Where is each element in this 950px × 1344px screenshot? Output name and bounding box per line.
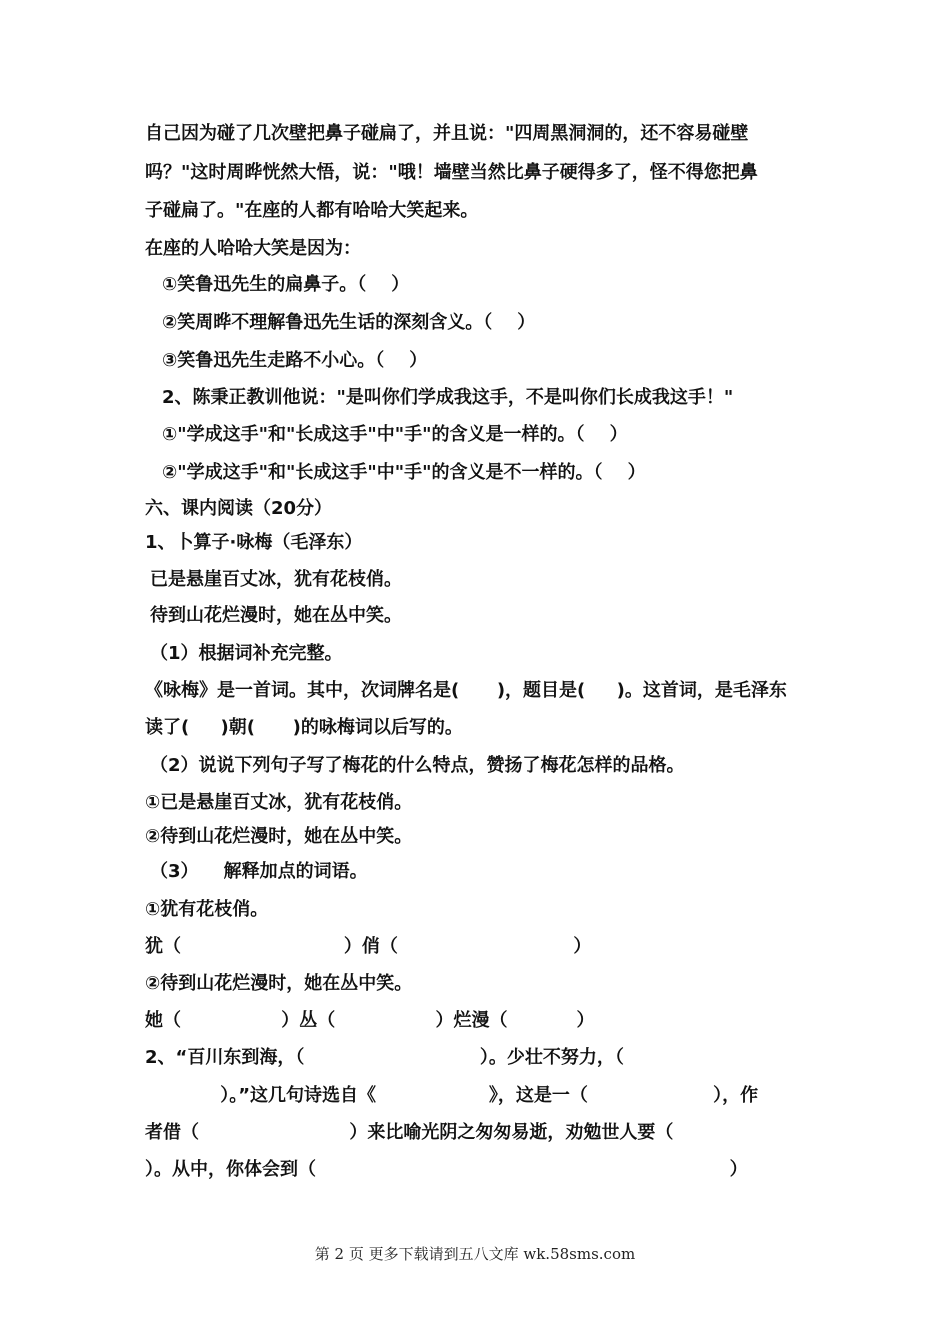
sub-question-1: （1）根据词补充完整。 xyxy=(150,643,343,664)
sub-question-3-item-1: ①犹有花枝俏。 xyxy=(145,899,269,920)
passage-line-2: 吗？"这时周晔恍然大悟，说："哦！墙壁当然比鼻子硬得多了，怪不得您把鼻 xyxy=(145,162,758,183)
sub-question-2-item-2: ②待到山花烂漫时，她在丛中笑。 xyxy=(145,826,413,847)
sub-question-1-line-2: 读了( )朝( )的咏梅词以后写的。 xyxy=(145,717,463,738)
question-2b-line-2: ）。”这几句诗选自《 》，这是一（ ），作 xyxy=(145,1085,759,1106)
poem-title: 1、卜算子·咏梅（毛泽东） xyxy=(145,532,363,553)
sub-question-2: （2）说说下列句子写了梅花的什么特点，赞扬了梅花怎样的品格。 xyxy=(150,755,685,776)
section-title: 六、课内阅读（20分） xyxy=(145,498,333,519)
sub-question-3-item-2: ②待到山花烂漫时，她在丛中笑。 xyxy=(145,973,413,994)
question-2-option-1: ①"学成这手"和"长成这手"中"手"的含义是一样的。（ ） xyxy=(162,424,628,445)
option-1: ①笑鲁迅先生的扁鼻子。（ ） xyxy=(162,274,410,295)
option-2: ②笑周晔不理解鲁迅先生话的深刻含义。（ ） xyxy=(162,312,536,333)
poem-line-1: 已是悬崖百丈冰，犹有花枝俏。 xyxy=(150,569,402,590)
passage-line-1: 自己因为碰了几次壁把鼻子碰扁了，并且说："四周黑洞洞的，还不容易碰壁 xyxy=(145,123,749,144)
option-3: ③笑鲁迅先生走路不小心。（ ） xyxy=(162,350,428,371)
poem-line-2: 待到山花烂漫时，她在丛中笑。 xyxy=(150,605,402,626)
question-2b-line-1: 2、“百川东到海，（ ）。少壮不努力，（ xyxy=(145,1047,624,1068)
question-stem: 在座的人哈哈大笑是因为： xyxy=(145,238,361,259)
question-2-option-2: ②"学成这手"和"长成这手"中"手"的含义是不一样的。（ ） xyxy=(162,462,646,483)
sub-question-1-line-1: 《咏梅》是一首词。其中，次词牌名是( )，题目是( )。这首词，是毛泽东 xyxy=(145,680,787,701)
passage-line-3: 子碰扁了。"在座的人都有哈哈大笑起来。 xyxy=(145,200,479,221)
question-2-stem: 2、陈秉正教训他说："是叫你们学成我这手，不是叫你们长成我这手！" xyxy=(162,387,734,408)
sub-question-3-blanks-2: 她（ ）丛（ ）烂漫（ ） xyxy=(145,1010,595,1031)
page-footer: 第 2 页 更多下载请到五八文库 wk.58sms.com xyxy=(314,1245,636,1263)
question-2b-line-4: ）。从中，你体会到（ ） xyxy=(145,1159,748,1180)
question-2b-line-3: 者借（ ）来比喻光阴之匆匆易逝，劝勉世人要（ xyxy=(145,1122,674,1143)
sub-question-2-item-1: ①已是悬崖百丈冰，犹有花枝俏。 xyxy=(145,792,413,813)
sub-question-3: （3） 解释加点的词语。 xyxy=(150,861,368,882)
sub-question-3-blanks-1: 犹（ ）俏（ ） xyxy=(145,936,592,957)
